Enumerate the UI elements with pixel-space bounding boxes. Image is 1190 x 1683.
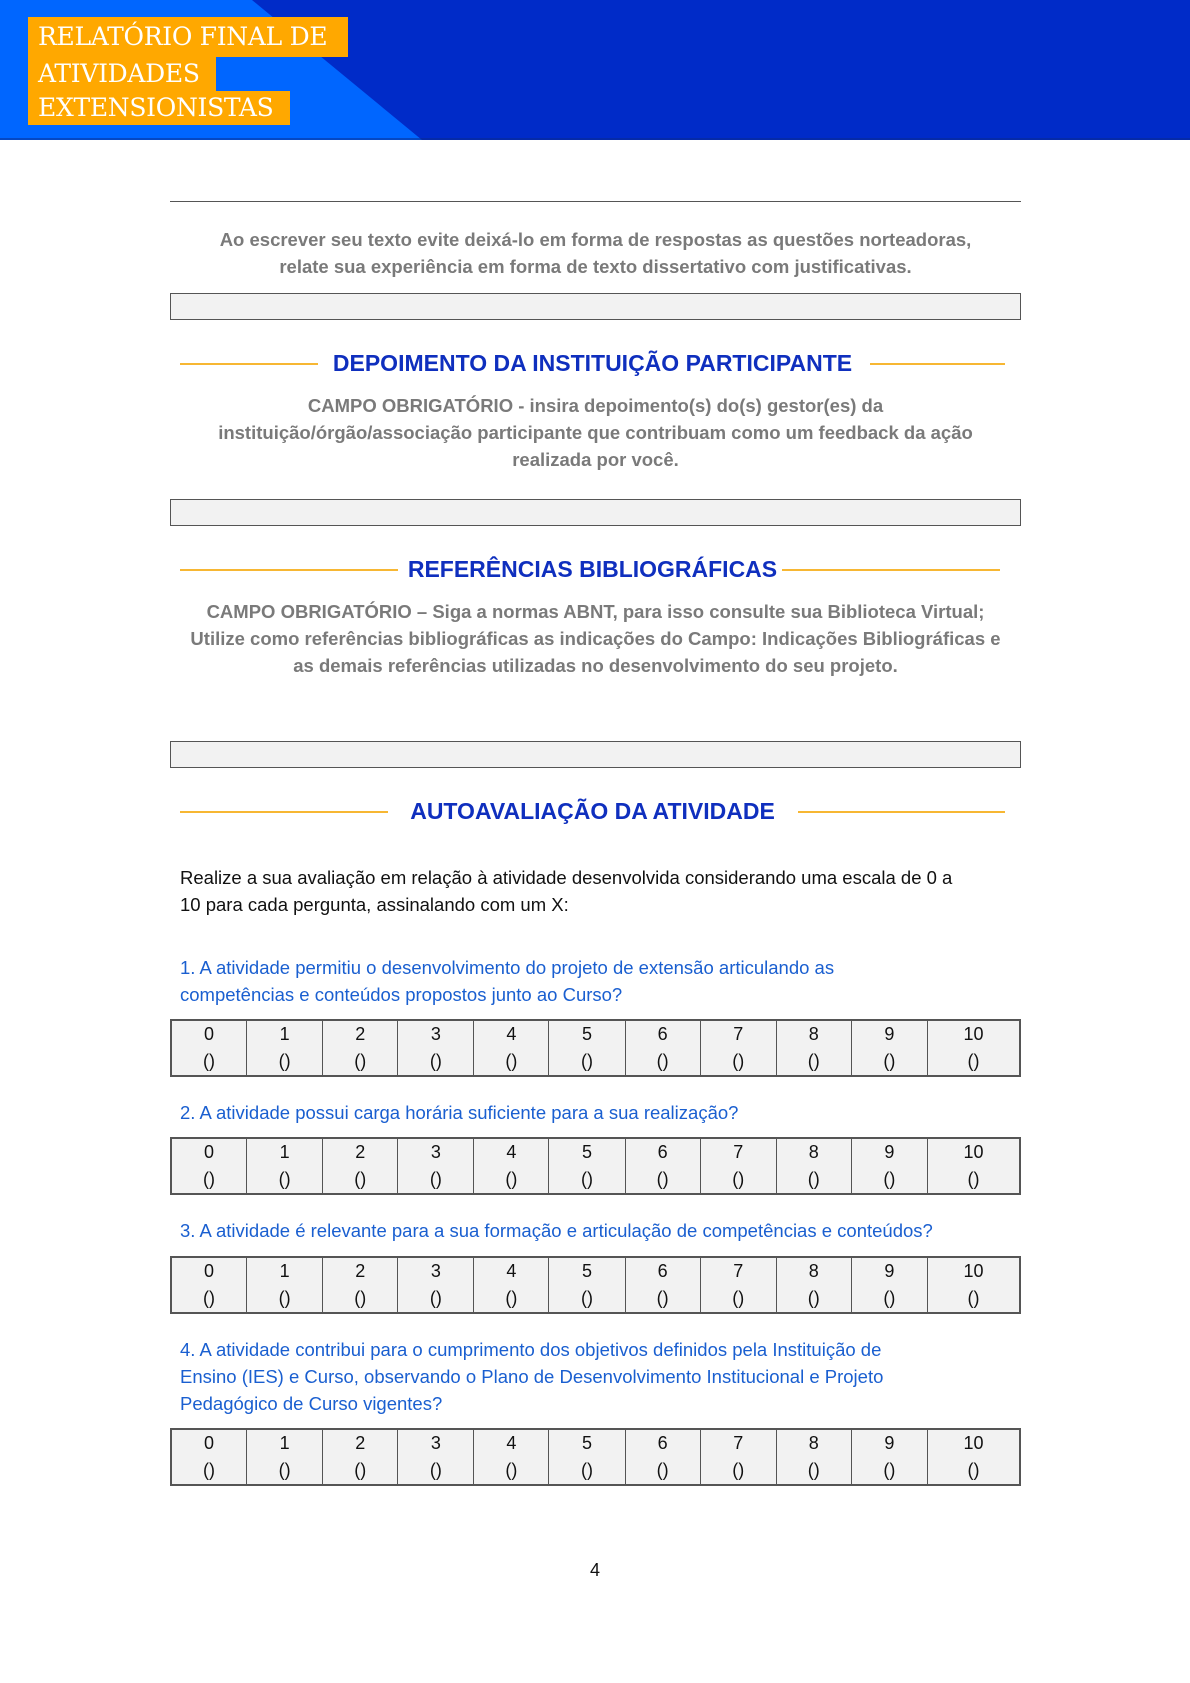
rating-option-7[interactable]	[700, 1020, 776, 1076]
rating-checkbox[interactable]: ()	[581, 1288, 594, 1308]
rating-option-4[interactable]	[474, 1138, 549, 1194]
rating-option-10[interactable]	[927, 1429, 1020, 1485]
rating-value: 10	[963, 1433, 984, 1453]
rating-option-9[interactable]	[851, 1429, 927, 1485]
section-title: REFERÊNCIAS BIBLIOGRÁFICAS	[407, 556, 778, 582]
rating-value: 8	[808, 1142, 819, 1162]
question-4-line-3: Pedagógico de Curso vigentes?	[180, 1393, 443, 1414]
rating-option-8[interactable]	[776, 1257, 851, 1313]
section-heading-depoimento	[180, 343, 1005, 383]
rating-scale-q4	[170, 1428, 1021, 1486]
rating-value: 9	[884, 1261, 895, 1281]
rating-option-1[interactable]	[247, 1138, 323, 1194]
rating-checkbox[interactable]: ()	[505, 1051, 518, 1071]
rating-option-10[interactable]	[927, 1257, 1020, 1313]
rating-option-2[interactable]	[323, 1257, 398, 1313]
section-heading-referencias	[180, 549, 1005, 589]
intro-line-1: Ao escrever seu texto evite deixá-lo em forma de respostas as questões norteadoras,	[219, 229, 972, 250]
rating-value: 0	[204, 1024, 215, 1044]
rating-checkbox[interactable]: ()	[429, 1169, 442, 1189]
rating-checkbox[interactable]: ()	[732, 1288, 745, 1308]
intro-text	[170, 226, 1021, 280]
rating-value: 4	[506, 1261, 517, 1281]
rating-checkbox[interactable]: ()	[807, 1288, 820, 1308]
rating-value: 0	[204, 1261, 215, 1281]
depoimento-line-2: instituição/órgão/associação participante que contribuam como um feedback da ação	[218, 422, 973, 443]
rating-option-10[interactable]	[927, 1138, 1020, 1194]
rating-checkbox[interactable]: ()	[807, 1460, 820, 1480]
rating-checkbox[interactable]: ()	[278, 1169, 291, 1189]
report-title-line-2: ATIVIDADES	[28, 57, 216, 91]
rating-option-7[interactable]	[700, 1138, 776, 1194]
rating-checkbox[interactable]: ()	[656, 1051, 669, 1071]
rating-checkbox[interactable]: ()	[429, 1051, 442, 1071]
text-field-experience[interactable]	[170, 293, 1021, 320]
rating-checkbox[interactable]: ()	[732, 1051, 745, 1071]
referencias-line-2: Utilize como referências bibliográficas as indicações do Campo: Indicações Bibliográficas e	[190, 628, 1001, 649]
page-number: 4	[589, 1560, 600, 1580]
rating-value: 0	[204, 1142, 215, 1162]
rating-option-0[interactable]	[171, 1257, 247, 1313]
rating-checkbox[interactable]: ()	[967, 1051, 980, 1071]
rating-option-3[interactable]	[398, 1257, 474, 1313]
depoimento-line-3: realizada por você.	[512, 449, 679, 470]
rating-value: 1	[279, 1024, 290, 1044]
rating-option-0[interactable]	[171, 1020, 247, 1076]
rating-value: 0	[204, 1433, 215, 1453]
rating-option-9[interactable]	[851, 1138, 927, 1194]
rating-value: 8	[808, 1261, 819, 1281]
rating-option-1[interactable]	[247, 1020, 323, 1076]
rating-option-5[interactable]	[549, 1257, 625, 1313]
report-title-line-1: RELATÓRIO FINAL DE	[28, 17, 348, 57]
rating-value: 7	[733, 1024, 744, 1044]
question-2-line-1: 2. A atividade possui carga horária suficiente para a sua realização?	[180, 1102, 739, 1123]
instructions-line-2: 10 para cada pergunta, assinalando com um X:	[180, 894, 569, 915]
rating-scale-q2	[170, 1137, 1021, 1195]
referencias-line-1: CAMPO OBRIGATÓRIO – Siga a normas ABNT, para isso consulte sua Biblioteca Virtual;	[206, 601, 985, 622]
depoimento-line-1: CAMPO OBRIGATÓRIO - insira depoimento(s) do(s) gestor(es) da	[307, 395, 884, 416]
rating-checkbox[interactable]: ()	[354, 1169, 367, 1189]
section-title: AUTOAVALIAÇÃO DA ATIVIDADE	[410, 798, 775, 824]
rating-value: 3	[430, 1261, 441, 1281]
rating-checkbox[interactable]: ()	[656, 1288, 669, 1308]
rating-value: 7	[733, 1261, 744, 1281]
rating-checkbox[interactable]: ()	[581, 1460, 594, 1480]
rating-checkbox[interactable]: ()	[354, 1051, 367, 1071]
question-1	[180, 954, 1020, 1008]
rating-checkbox[interactable]: ()	[354, 1288, 367, 1308]
rating-option-5[interactable]	[549, 1429, 625, 1485]
rating-checkbox[interactable]: ()	[656, 1169, 669, 1189]
rating-option-3[interactable]	[398, 1020, 474, 1076]
rating-value: 8	[808, 1433, 819, 1453]
rating-value: 8	[808, 1024, 819, 1044]
question-1-line-1: 1. A atividade permitiu o desenvolvimento do projeto de extensão articulando as	[180, 957, 835, 978]
rating-value: 9	[884, 1024, 895, 1044]
banner-bottom-edge	[0, 138, 1190, 140]
rating-checkbox[interactable]: ()	[807, 1169, 820, 1189]
rating-checkbox[interactable]: ()	[203, 1169, 216, 1189]
rating-value: 3	[430, 1024, 441, 1044]
rating-scale-q3	[170, 1256, 1021, 1314]
header-banner	[0, 0, 1190, 140]
rating-option-10[interactable]	[927, 1020, 1020, 1076]
rating-checkbox[interactable]: ()	[278, 1460, 291, 1480]
rating-option-6[interactable]	[625, 1138, 700, 1194]
depoimento-instructions	[170, 392, 1021, 473]
rating-checkbox[interactable]: ()	[203, 1288, 216, 1308]
rating-value: 5	[582, 1261, 593, 1281]
rating-checkbox[interactable]: ()	[429, 1460, 442, 1480]
rating-value: 4	[506, 1142, 517, 1162]
rating-option-3[interactable]	[398, 1138, 474, 1194]
rating-value: 4	[506, 1433, 517, 1453]
rating-option-0[interactable]	[171, 1138, 247, 1194]
rating-value: 2	[355, 1433, 366, 1453]
rating-option-5[interactable]	[549, 1020, 625, 1076]
text-field-referencias[interactable]	[170, 741, 1021, 768]
rating-checkbox[interactable]: ()	[732, 1169, 745, 1189]
rating-option-3[interactable]	[398, 1429, 474, 1485]
rating-option-4[interactable]	[474, 1257, 549, 1313]
rating-value: 1	[279, 1261, 290, 1281]
rating-checkbox[interactable]: ()	[203, 1460, 216, 1480]
rating-scale-q1	[170, 1019, 1021, 1077]
rating-option-2[interactable]	[323, 1429, 398, 1485]
rating-value: 3	[430, 1142, 441, 1162]
rating-option-9[interactable]	[851, 1257, 927, 1313]
rating-value: 5	[582, 1142, 593, 1162]
autoavaliacao-instructions	[180, 864, 1020, 918]
rating-value: 5	[582, 1433, 593, 1453]
rating-option-2[interactable]	[323, 1138, 398, 1194]
question-4-line-1: 4. A atividade contribui para o cumprimento dos objetivos definidos pela Instituição de	[180, 1339, 882, 1360]
question-2	[180, 1099, 1020, 1126]
section-heading-autoavaliacao	[180, 791, 1005, 831]
rating-value: 2	[355, 1024, 366, 1044]
rating-checkbox[interactable]: ()	[278, 1288, 291, 1308]
rating-checkbox[interactable]: ()	[505, 1460, 518, 1480]
rating-option-5[interactable]	[549, 1138, 625, 1194]
rating-value: 9	[884, 1142, 895, 1162]
rating-option-4[interactable]	[474, 1429, 549, 1485]
question-3-line-1: 3. A atividade é relevante para a sua formação e articulação de competências e conteúdos?	[180, 1220, 933, 1241]
rating-option-9[interactable]	[851, 1020, 927, 1076]
rating-checkbox[interactable]: ()	[278, 1051, 291, 1071]
instructions-line-1: Realize a sua avaliação em relação à atividade desenvolvida considerando uma escala de 0 a	[180, 867, 953, 888]
rating-value: 6	[657, 1142, 668, 1162]
rating-value: 1	[279, 1142, 290, 1162]
rating-value: 3	[430, 1433, 441, 1453]
rating-value: 4	[506, 1024, 517, 1044]
rating-value: 6	[657, 1261, 668, 1281]
rating-value: 2	[355, 1142, 366, 1162]
rating-checkbox[interactable]: ()	[505, 1288, 518, 1308]
question-1-line-2: competências e conteúdos propostos junto ao Curso?	[180, 984, 623, 1005]
rating-checkbox[interactable]: ()	[883, 1460, 896, 1480]
intro-line-2: relate sua experiência em forma de texto dissertativo com justificativas.	[279, 256, 912, 277]
rating-checkbox[interactable]: ()	[581, 1051, 594, 1071]
rating-checkbox[interactable]: ()	[656, 1460, 669, 1480]
rating-checkbox[interactable]: ()	[883, 1169, 896, 1189]
rating-value: 9	[884, 1433, 895, 1453]
rating-checkbox[interactable]: ()	[883, 1288, 896, 1308]
question-4-line-2: Ensino (IES) e Curso, observando o Plano de Desenvolvimento Institucional e Projeto	[180, 1366, 884, 1387]
rating-checkbox[interactable]: ()	[203, 1051, 216, 1071]
referencias-instructions	[170, 598, 1021, 679]
rating-option-6[interactable]	[625, 1257, 700, 1313]
rating-value: 6	[657, 1024, 668, 1044]
referencias-line-3: as demais referências utilizadas no desenvolvimento do seu projeto.	[293, 655, 898, 676]
rating-value: 6	[657, 1433, 668, 1453]
rating-option-8[interactable]	[776, 1020, 851, 1076]
rating-checkbox[interactable]: ()	[967, 1460, 980, 1480]
rating-value: 10	[963, 1024, 984, 1044]
question-3	[180, 1217, 1020, 1244]
section-title: DEPOIMENTO DA INSTITUIÇÃO PARTICIPANTE	[332, 350, 853, 376]
rating-value: 5	[582, 1024, 593, 1044]
rating-checkbox[interactable]: ()	[505, 1169, 518, 1189]
rating-checkbox[interactable]: ()	[967, 1169, 980, 1189]
text-field-depoimento[interactable]	[170, 499, 1021, 526]
rating-value: 7	[733, 1142, 744, 1162]
report-title-line-3: EXTENSIONISTAS	[28, 91, 290, 125]
rating-checkbox[interactable]: ()	[429, 1288, 442, 1308]
rating-value: 10	[963, 1142, 984, 1162]
rating-option-6[interactable]	[625, 1020, 700, 1076]
rating-value: 10	[963, 1261, 984, 1281]
rating-value: 7	[733, 1433, 744, 1453]
rating-checkbox[interactable]: ()	[354, 1460, 367, 1480]
rating-option-4[interactable]	[474, 1020, 549, 1076]
rating-option-7[interactable]	[700, 1429, 776, 1485]
rating-value: 1	[279, 1433, 290, 1453]
rating-value: 2	[355, 1261, 366, 1281]
rating-option-8[interactable]	[776, 1429, 851, 1485]
rating-option-7[interactable]	[700, 1257, 776, 1313]
rating-option-2[interactable]	[323, 1020, 398, 1076]
rating-checkbox[interactable]: ()	[807, 1051, 820, 1071]
rating-option-6[interactable]	[625, 1429, 700, 1485]
rating-option-1[interactable]	[247, 1429, 323, 1485]
top-divider	[170, 201, 1021, 202]
rating-checkbox[interactable]: ()	[732, 1460, 745, 1480]
rating-checkbox[interactable]: ()	[581, 1169, 594, 1189]
rating-option-8[interactable]	[776, 1138, 851, 1194]
rating-checkbox[interactable]: ()	[967, 1288, 980, 1308]
rating-option-0[interactable]	[171, 1429, 247, 1485]
rating-checkbox[interactable]: ()	[883, 1051, 896, 1071]
rating-option-1[interactable]	[247, 1257, 323, 1313]
question-4	[180, 1336, 1020, 1417]
